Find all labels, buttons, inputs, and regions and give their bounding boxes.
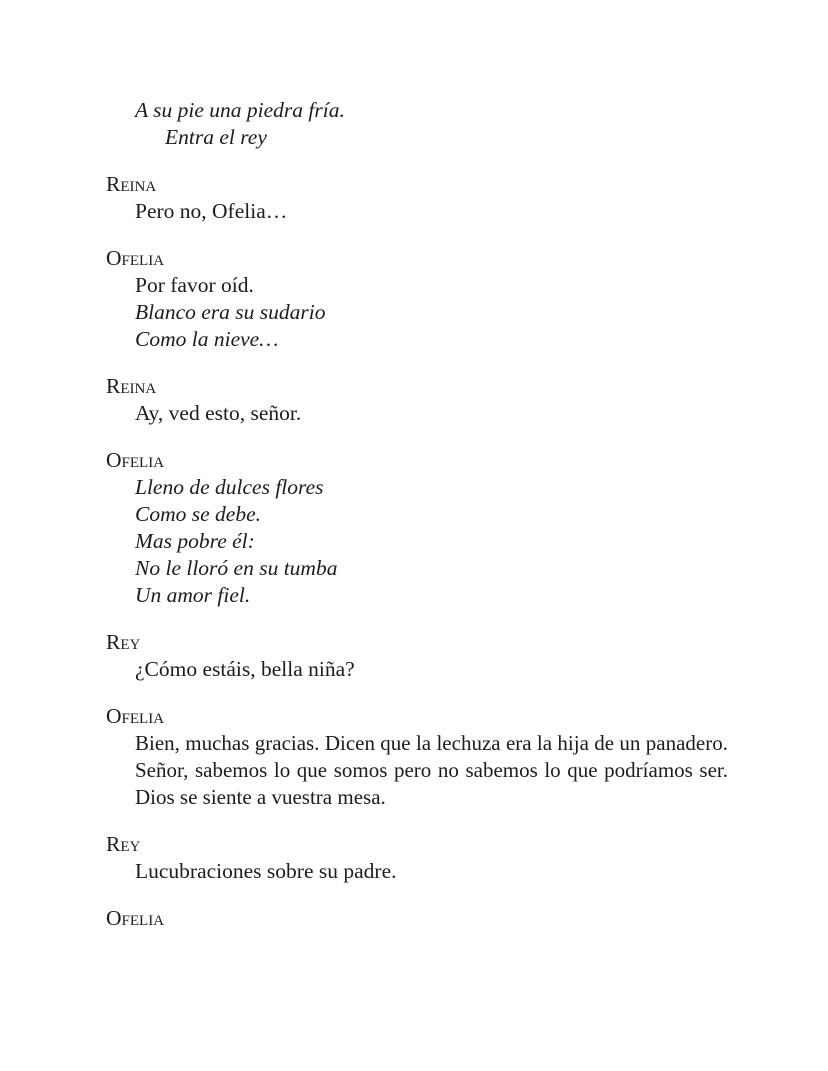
dialogue-line: Ay, ved esto, señor. bbox=[135, 401, 302, 425]
opening-verse-block bbox=[0, 97, 828, 151]
speaker-name: Ofelia bbox=[106, 448, 165, 472]
song-verse-line: Mas pobre él: bbox=[135, 529, 255, 553]
prose-line: Señor, sabemos lo que somos pero no sabemos lo que podríamos ser. bbox=[135, 758, 728, 782]
song-verse-line: Lleno de dulces flores bbox=[135, 475, 324, 499]
prose-line: Dios se siente a vuestra mesa. bbox=[135, 785, 386, 809]
speaker-name: Reina bbox=[106, 172, 157, 196]
dialogue-block-ofelia-1 bbox=[0, 245, 828, 353]
dialogue-line: ¿Cómo estáis, bella niña? bbox=[135, 657, 355, 681]
speaker-name: Rey bbox=[106, 832, 141, 856]
dialogue-line: Lucubraciones sobre su padre. bbox=[135, 859, 397, 883]
dialogue-block-reina-1 bbox=[0, 171, 828, 225]
prose-line: Bien, muchas gracias. Dicen que la lechuza era la hija de un panadero. bbox=[135, 731, 728, 755]
dialogue-line: Pero no, Ofelia… bbox=[135, 199, 288, 223]
speaker-name: Rey bbox=[106, 630, 141, 654]
song-verse-line: Como se debe. bbox=[135, 502, 261, 526]
dialogue-block-ofelia-4 bbox=[0, 905, 828, 932]
speaker-name: Ofelia bbox=[106, 906, 165, 930]
dialogue-line: Por favor oíd. bbox=[135, 273, 254, 297]
song-verse-line: No le lloró en su tumba bbox=[135, 556, 338, 580]
dialogue-block-rey-2 bbox=[0, 831, 828, 885]
song-verse-line: Blanco era su sudario bbox=[135, 300, 326, 324]
prose-paragraph bbox=[135, 730, 728, 811]
speaker-name: Ofelia bbox=[106, 704, 165, 728]
song-verse-line: A su pie una piedra fría. bbox=[135, 98, 345, 122]
speaker-name: Ofelia bbox=[106, 246, 165, 270]
speaker-name: Reina bbox=[106, 374, 157, 398]
song-verse-line: Como la nieve… bbox=[135, 327, 279, 351]
dialogue-block-ofelia-3 bbox=[0, 703, 828, 811]
stage-direction: Entra el rey bbox=[165, 125, 267, 149]
dialogue-block-ofelia-2 bbox=[0, 447, 828, 609]
dialogue-block-reina-2 bbox=[0, 373, 828, 427]
song-verse-line: Un amor fiel. bbox=[135, 583, 251, 607]
dialogue-block-rey-1 bbox=[0, 629, 828, 683]
